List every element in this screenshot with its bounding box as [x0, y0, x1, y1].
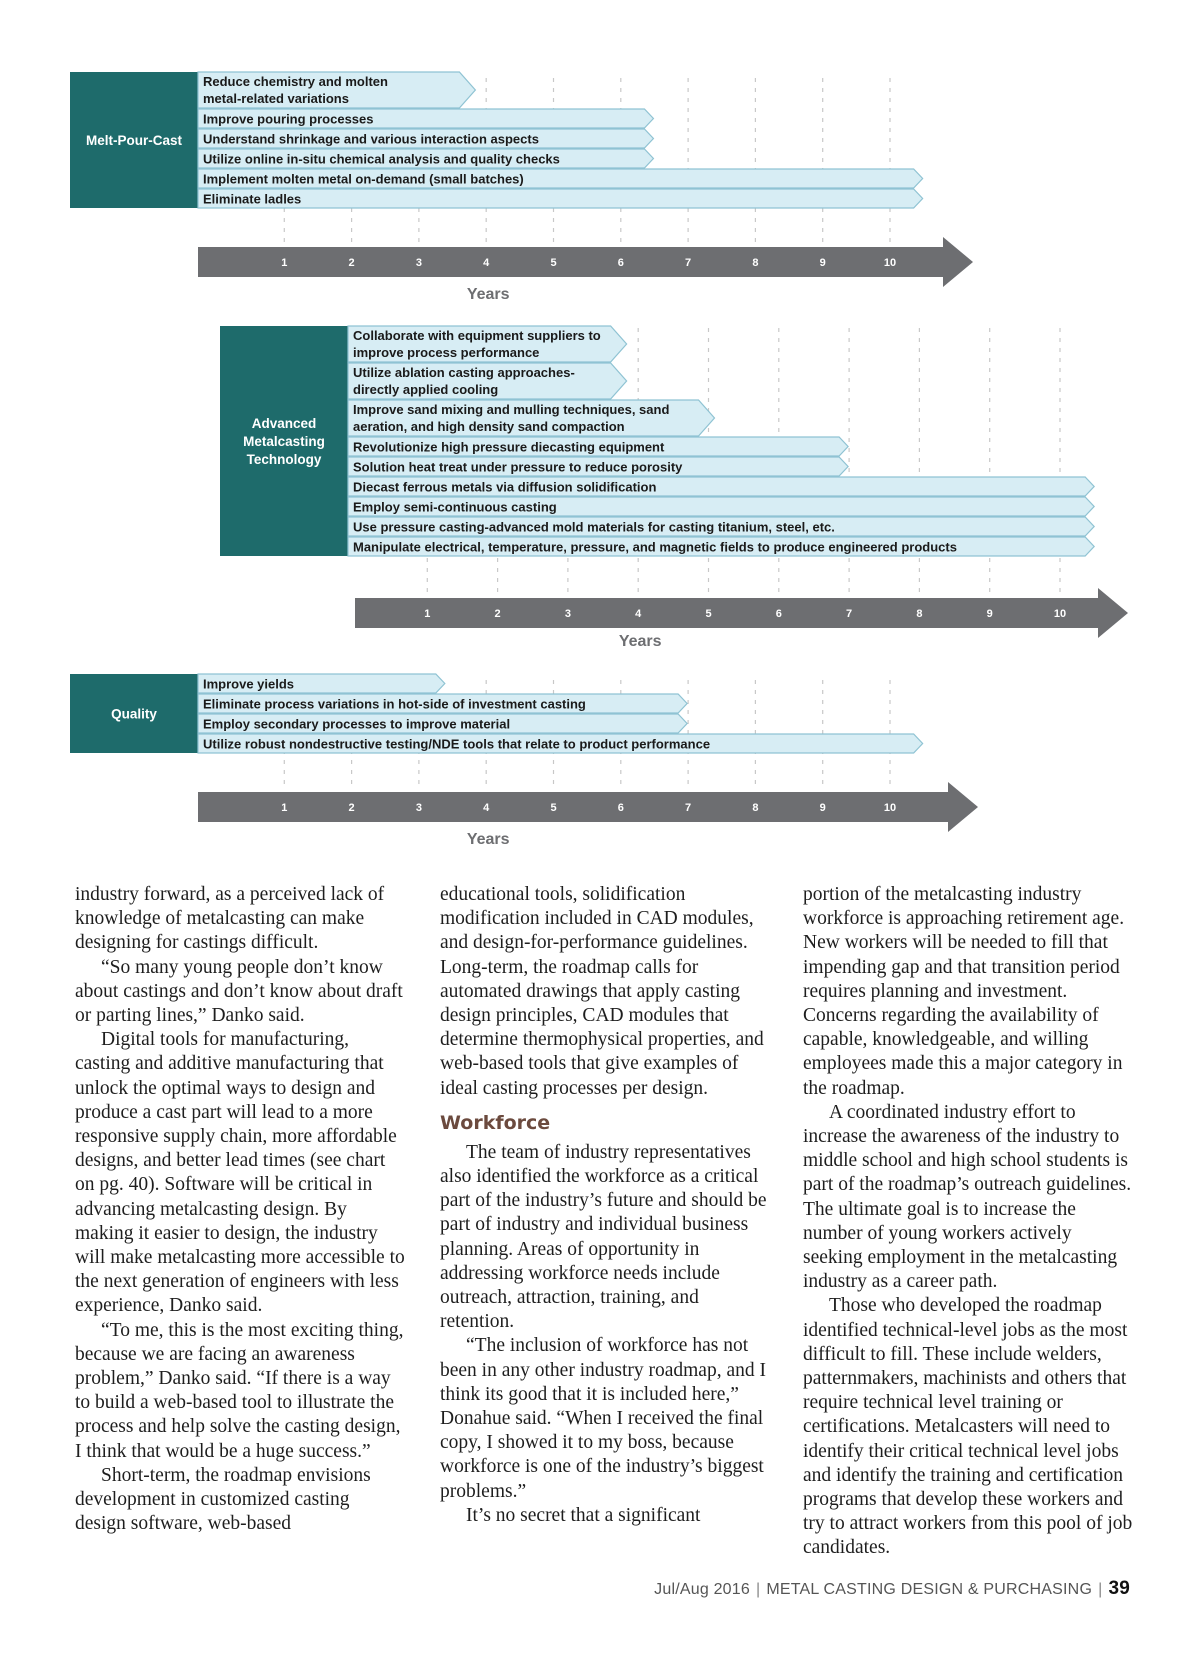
category-label-line: Melt-Pour-Cast [85, 133, 183, 148]
roadmap-bar-label-line: Employ secondary processes to improve material [203, 716, 511, 732]
tick-label: 5 [550, 802, 557, 814]
tick-label: 9 [819, 257, 826, 269]
roadmap-bar-label-line: Manipulate electrical, temperature, pressure, and magnetic fields to produce engineered products [353, 539, 957, 555]
paragraph: portion of the metalcasting industry workforce is approaching retirement age. New workers will be needed to fill that impending gap and that transition period requires planning and investment. Concerns regarding the availability of capable, knowledgeable, and willing employees made this a major category in the roadmap. [803, 884, 1125, 1099]
tick-label: 5 [550, 257, 557, 269]
roadmap-bar-label-line: aeration, and high density sand compaction [353, 419, 625, 434]
tick-label: 1 [281, 257, 288, 269]
category-label-line: Technology [246, 452, 322, 467]
tick-label: 3 [415, 802, 422, 814]
tick-label: 4 [483, 257, 490, 269]
roadmap-bar-label-line: metal-related variations [203, 91, 349, 106]
roadmap-bar-label-line: Collaborate with equipment suppliers to [353, 328, 601, 343]
paragraph: educational tools, solidification modification included in CAD modules, and design-for-performance guidelines. Long-term, the roadmap calls for automated drawings that apply casting design principles, CAD modules that determine thermophysical properties, and web-based tools that give examples of ideal casting processes per design. [440, 884, 764, 1099]
magazine-title: METAL CASTING DESIGN & PURCHASING [766, 1581, 1093, 1598]
issue-date: Jul/Aug 2016 [654, 1581, 750, 1598]
roadmap-bar-label-line: Eliminate process variations in hot-side of investment casting [203, 696, 586, 712]
category-label [111, 707, 157, 722]
page-number: 39 [1108, 1578, 1130, 1599]
article-body [75, 883, 1135, 1573]
paragraph: A coordinated industry effort to increase the awareness of the industry to middle school and high school students is part of the roadmap’s outreach guidelines. The ultimate goal is to increase the number of young workers actively seeking employment in the metalcasting industry as a career path. [803, 1101, 1132, 1293]
tick-label: 10 [883, 257, 897, 269]
tick-label: 10 [883, 802, 897, 814]
tick-label: 7 [846, 608, 853, 620]
paragraph: It’s no secret that a significant [466, 1504, 701, 1526]
paragraph: Short-term, the roadmap envisions development in customized casting design software, web-based [75, 1464, 371, 1535]
roadmap-bar-label-line: Utilize robust nondestructive testing/NDE tools that relate to product performance [203, 736, 711, 752]
category-label-line: Quality [111, 706, 157, 722]
roadmap-bar-label-line: Improve yields [203, 676, 295, 692]
roadmap-bar-label-line: Revolutionize high pressure diecasting equipment [353, 439, 665, 455]
footer-separator: | [755, 1581, 761, 1598]
tick-label: 8 [752, 257, 759, 269]
tick-label: 2 [348, 802, 355, 814]
roadmap-bar-label-line: Utilize online in-situ chemical analysis and quality checks [203, 151, 560, 167]
paragraph: Digital tools for manufacturing, casting and additive manufacturing that unlock the optimal ways to design and produce a cast part will lead to a more responsive supply chain, more affordable designs, and better lead times (see chart on pg. 40). Software will be critical in advancing metalcasting design. By making it easier to design, the industry will make metalcasting more accessible to the next generation of engineers with less experience, Danko said. [75, 1029, 405, 1317]
roadmap-bar-label [203, 677, 294, 692]
roadmap-bar-label-line: Use pressure casting-advanced mold materials for casting titanium, steel, etc. [353, 519, 835, 535]
roadmap-bar-label-line: Implement molten metal on-demand (small batches) [203, 171, 524, 187]
tick-label: 8 [752, 802, 759, 814]
tick-label: 4 [635, 608, 642, 620]
roadmap-bar-label-line: Improve sand mixing and mulling techniques, sand [353, 402, 670, 417]
paragraph: “So many young people don’t know about castings and don’t know about draft or parting lines,” Danko said. [75, 956, 403, 1027]
footer-separator: | [1098, 1581, 1103, 1598]
tick-label: 4 [483, 802, 490, 814]
tick-label: 6 [617, 802, 624, 814]
axis-title: Years [466, 831, 510, 848]
tick-label: 2 [348, 257, 355, 269]
paragraph: The team of industry representatives also identified the workforce as a critical part of the industry’s future and should be part of industry and individual business planning. Areas of opportunity in addressing workforce needs include outreach, attraction, training, and retention. [440, 1141, 767, 1333]
tick-label: 8 [916, 608, 923, 620]
roadmap-bar-label [203, 697, 586, 712]
roadmap-bar-label [203, 737, 710, 752]
paragraph: Those who developed the roadmap identified technical-level jobs as the most difficult to fill. These include welders, patternmakers, machinists and others that require technical level training or certifications. Metalcasters will need to identify their critical technical level jobs and identify the training and certification programs that develop these workers and try to attract workers from this pool of job candidates. [803, 1295, 1133, 1559]
article-column-1 [75, 883, 405, 1536]
axis-title: Years [466, 286, 510, 303]
tick-label: 6 [775, 608, 782, 620]
roadmap-bar-label-line: Utilize ablation casting approaches- [353, 365, 575, 380]
timeline-axis-arrow [198, 782, 978, 832]
tick-label: 2 [494, 608, 501, 620]
tick-label: 9 [819, 802, 826, 814]
roadmap-bar-label-line: Diecast ferrous metals via diffusion solidification [353, 479, 657, 495]
tick-label: 3 [564, 608, 571, 620]
tick-label: 1 [424, 608, 431, 620]
paragraph: “The inclusion of workforce has not been in any other industry roadmap, and I think its good that it is included here,” Donahue said. “When I received the final copy, I showed it to my boss, because workforce is one of the industry’s biggest problems.” [440, 1335, 766, 1502]
page-footer [654, 1578, 1130, 1600]
tick-label: 9 [986, 608, 993, 620]
tick-label: 7 [685, 802, 692, 814]
tick-label: 10 [1053, 608, 1067, 620]
roadmap-bar-label-line: improve process performance [353, 345, 540, 360]
roadmap-bar-label-line: Solution heat treat under pressure to reduce porosity [353, 459, 683, 475]
tick-label: 3 [415, 257, 422, 269]
tick-label: 7 [685, 257, 692, 269]
category-label-line: Metalcasting [243, 434, 325, 449]
article-column-2 [440, 883, 770, 1528]
category-label-line: Advanced [251, 416, 317, 431]
roadmap-bar-label-line: Reduce chemistry and molten [203, 74, 388, 89]
roadmap-bar-label-line: Improve pouring processes [203, 111, 374, 127]
paragraph: industry forward, as a perceived lack of knowledge of metalcasting can make designing for castings difficult. [75, 884, 385, 954]
roadmap-bar-label-line: Understand shrinkage and various interaction aspects [203, 131, 539, 147]
tick-label: 5 [705, 608, 712, 620]
roadmap-bar-label-line: Employ semi-continuous casting [353, 499, 557, 515]
article-column-3 [803, 883, 1133, 1561]
roadmap-bar-label [203, 717, 510, 732]
roadmap-bar-label-line: directly applied cooling [353, 382, 499, 397]
axis-title: Years [618, 633, 662, 650]
tick-label: 6 [617, 257, 624, 269]
tick-label: 1 [281, 802, 288, 814]
section-heading-workforce: Workforce [440, 1111, 551, 1134]
paragraph: “To me, this is the most exciting thing, because we are facing an awareness problem,” Danko said. “If there is a way to build a web-based tool to illustrate the process and help solve the casting design, I think that would be a huge success.” [75, 1319, 404, 1462]
roadmap-bar-label-line: Eliminate ladles [203, 191, 302, 207]
